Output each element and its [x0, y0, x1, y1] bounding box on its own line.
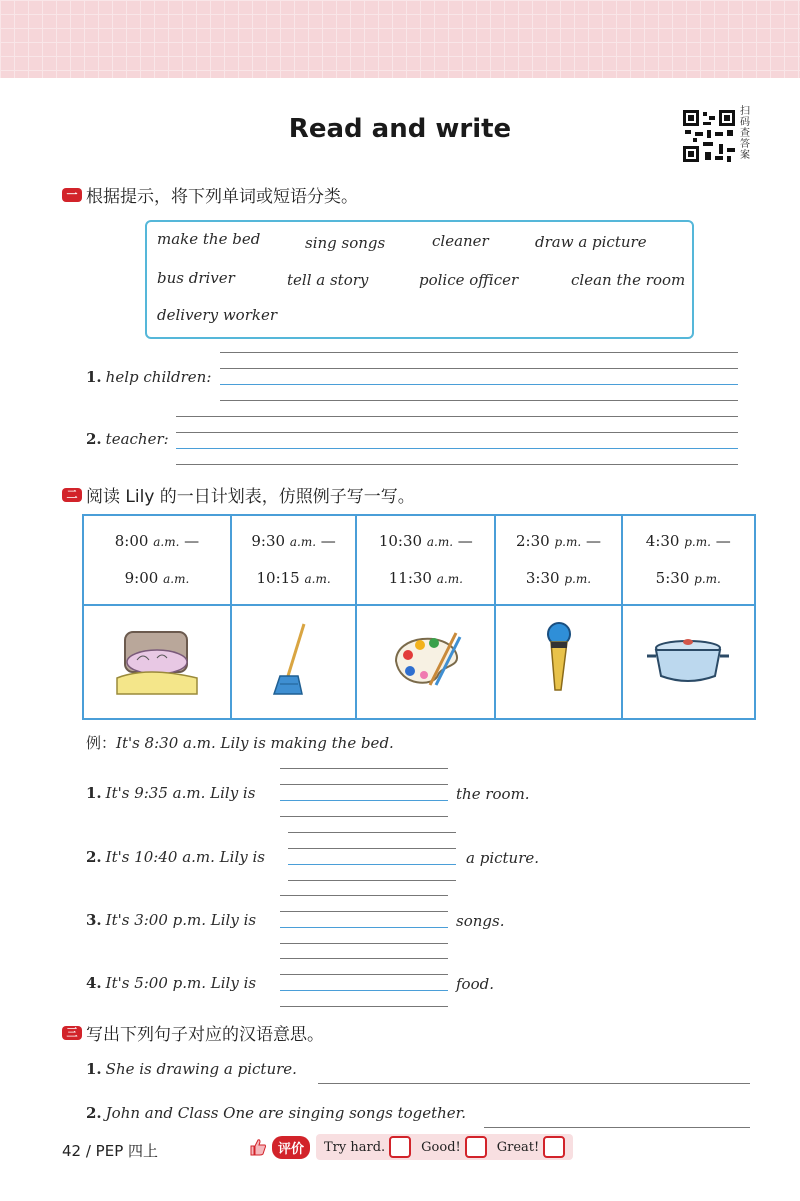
writing-line	[280, 958, 448, 959]
example-sentence: 例：It's 8:30 a.m. Lily is making the bed.	[86, 734, 394, 752]
section3-heading	[62, 1020, 324, 1045]
writing-line	[220, 352, 738, 353]
thumbs-up-icon	[248, 1137, 268, 1157]
fill-q2-end: a picture.	[466, 849, 540, 867]
schedule-table	[82, 514, 756, 720]
writing-line	[288, 848, 456, 849]
answer-line-q2[interactable]	[176, 448, 738, 449]
qr-code-icon[interactable]	[681, 108, 737, 164]
schedule-picture-cell	[83, 605, 231, 719]
word-item: bus driver	[157, 269, 235, 287]
answer-line-translate2[interactable]	[484, 1127, 750, 1128]
translate-q1: 1. She is drawing a picture.	[86, 1060, 297, 1078]
eval-checkbox-good[interactable]	[465, 1136, 487, 1158]
section2-badge: 二	[62, 488, 82, 502]
schedule-time-cell: 4:30 p.m. — 5:30 p.m.	[622, 515, 755, 605]
section1-heading	[62, 182, 358, 207]
classify-q2-label: 2. teacher:	[86, 430, 169, 448]
eval-options	[316, 1134, 573, 1160]
word-item: tell a story	[287, 271, 369, 289]
page-number: 42 / PEP 四上	[62, 1142, 159, 1160]
writing-line	[220, 400, 738, 401]
section1-badge: 一	[62, 188, 82, 202]
word-item: clean the room	[571, 271, 686, 289]
answer-line-translate1[interactable]	[318, 1083, 750, 1084]
section2-heading-text: 阅读 Lily 的一日计划表，仿照例子写一写。	[86, 487, 415, 507]
palette-icon	[386, 625, 466, 695]
fill-q3-end: songs.	[456, 912, 505, 930]
microphone-icon	[533, 620, 583, 700]
writing-line	[176, 464, 738, 465]
writing-line	[176, 416, 738, 417]
writing-line	[288, 880, 456, 881]
section1-heading-text: 根据提示，将下列单词或短语分类。	[86, 187, 358, 207]
eval-checkbox-great[interactable]	[543, 1136, 565, 1158]
writing-line	[280, 895, 448, 896]
schedule-picture-cell	[231, 605, 356, 719]
schedule-picture-cell	[356, 605, 495, 719]
eval-option-label: Try hard.	[324, 1139, 386, 1155]
fill-q4-end: food.	[456, 975, 494, 993]
eval-option-label: Great!	[496, 1139, 540, 1155]
section2-heading	[62, 482, 415, 507]
fill-q1-end: the room.	[456, 785, 530, 803]
qr-caption: 扫码查答案	[740, 106, 750, 161]
page-title: Read and write	[288, 114, 512, 144]
eval-checkbox-try-hard[interactable]	[389, 1136, 411, 1158]
writing-line	[176, 432, 738, 433]
eval-option-label: Good!	[421, 1139, 461, 1155]
broom-icon	[264, 620, 324, 700]
word-item: draw a picture	[535, 233, 647, 251]
schedule-time-cell: 2:30 p.m. — 3:30 p.m.	[495, 515, 621, 605]
writing-line	[280, 1006, 448, 1007]
word-item: sing songs	[305, 234, 386, 252]
schedule-picture-cell	[622, 605, 755, 719]
schedule-time-cell: 9:30 a.m. — 10:15 a.m.	[231, 515, 356, 605]
eval-label: 评价	[272, 1136, 310, 1159]
schedule-time-cell: 10:30 a.m. — 11:30 a.m.	[356, 515, 495, 605]
word-item: make the bed	[157, 230, 261, 248]
answer-line-fill2[interactable]	[288, 864, 456, 865]
answer-line-q1[interactable]	[220, 384, 738, 385]
fill-q1: 1. It's 9:35 a.m. Lily is	[86, 784, 256, 802]
section3-badge: 三	[62, 1026, 82, 1040]
answer-line-fill3[interactable]	[280, 927, 448, 928]
word-bank	[145, 220, 694, 339]
writing-line	[280, 911, 448, 912]
writing-line	[280, 768, 448, 769]
pot-icon	[643, 630, 733, 690]
writing-line	[280, 816, 448, 817]
fill-q3: 3. It's 3:00 p.m. Lily is	[86, 911, 257, 929]
answer-line-fill4[interactable]	[280, 990, 448, 991]
writing-line	[288, 832, 456, 833]
word-item: police officer	[419, 271, 519, 289]
fill-q4: 4. It's 5:00 p.m. Lily is	[86, 974, 257, 992]
header-band	[0, 0, 800, 78]
writing-line	[280, 974, 448, 975]
classify-q1-label: 1. help children:	[86, 368, 212, 386]
fill-q2: 2. It's 10:40 a.m. Lily is	[86, 848, 265, 866]
self-evaluation	[248, 1134, 573, 1160]
schedule-picture-cell	[495, 605, 621, 719]
answer-line-fill1[interactable]	[280, 800, 448, 801]
bed-icon	[107, 620, 207, 700]
writing-line	[280, 943, 448, 944]
translate-q2: 2. John and Class One are singing songs together.	[86, 1104, 466, 1122]
word-item: delivery worker	[157, 306, 278, 324]
writing-line	[220, 368, 738, 369]
writing-line	[280, 784, 448, 785]
section3-heading-text: 写出下列句子对应的汉语意思。	[86, 1025, 324, 1045]
schedule-time-cell: 8:00 a.m. — 9:00 a.m.	[83, 515, 231, 605]
word-item: cleaner	[432, 232, 489, 250]
